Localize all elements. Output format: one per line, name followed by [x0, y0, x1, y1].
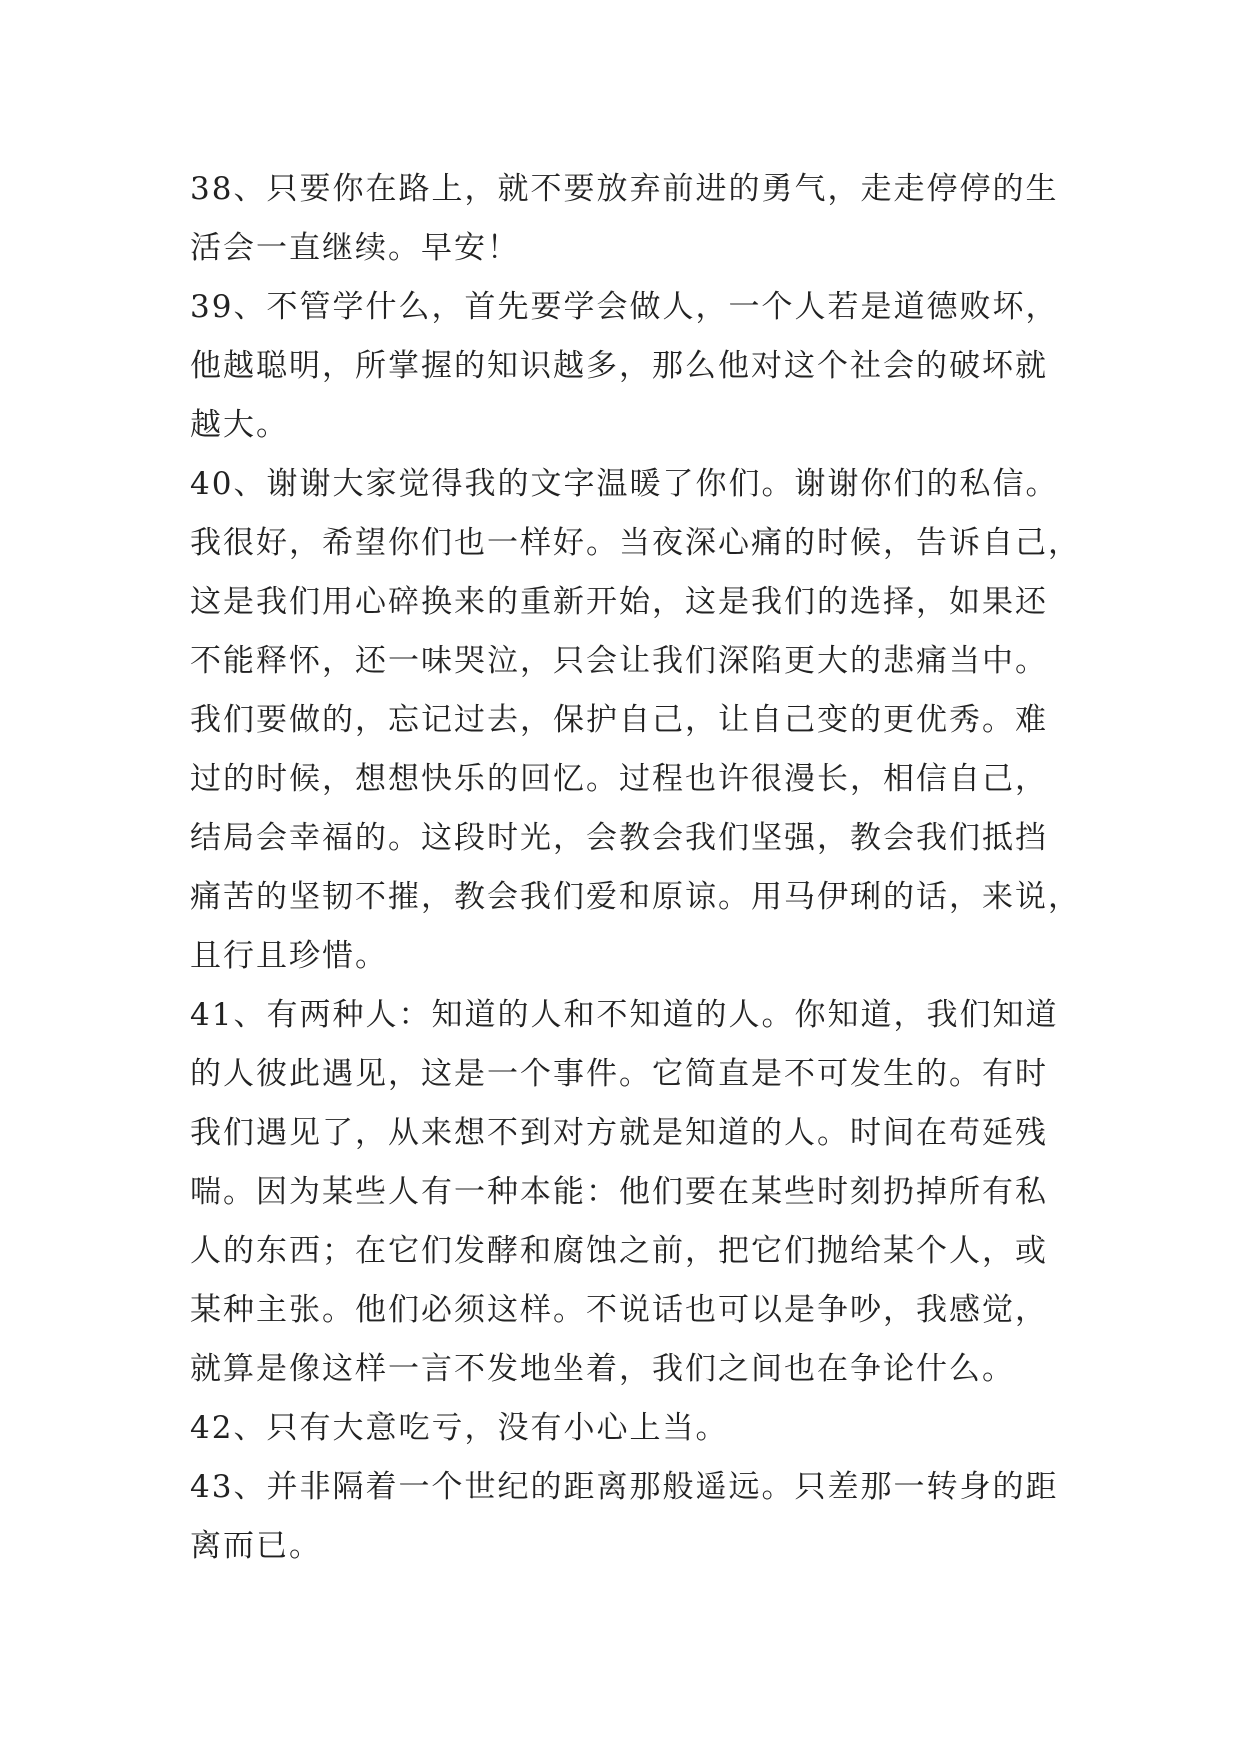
text-line: 40、谢谢大家觉得我的文字温暖了你们。谢谢你们的私信。: [190, 466, 1059, 502]
text-line: 38、只要你在路上，就不要放弃前进的勇气，走走停停的生: [190, 171, 1059, 207]
text-line: 我很好，希望你们也一样好。当夜深心痛的时候，告诉自己，: [190, 525, 1081, 561]
text-line: 喘。因为某些人有一种本能：他们要在某些时刻扔掉所有私: [190, 1174, 1048, 1210]
text-line: 过的时候，想想快乐的回忆。过程也许很漫长，相信自己，: [190, 761, 1048, 797]
text-line: 43、并非隔着一个世纪的距离那般遥远。只差那一转身的距: [190, 1469, 1059, 1505]
text-line: 不能释怀，还一味哭泣，只会让我们深陷更大的悲痛当中。: [190, 643, 1048, 679]
text-line: 且行且珍惜。: [190, 938, 388, 974]
text-line: 我们要做的，忘记过去，保护自己，让自己变的更优秀。难: [190, 702, 1048, 738]
text-line: 结局会幸福的。这段时光，会教会我们坚强，教会我们抵挡: [190, 820, 1048, 856]
text-line: 41、有两种人：知道的人和不知道的人。你知道，我们知道: [190, 997, 1059, 1033]
text-line: 痛苦的坚韧不摧，教会我们爱和原谅。用马伊琍的话，来说，: [190, 879, 1081, 915]
text-line: 42、只有大意吃亏，没有小心上当。: [190, 1410, 729, 1446]
text-line: 我们遇见了，从来想不到对方就是知道的人。时间在苟延残: [190, 1115, 1048, 1151]
text-line: 某种主张。他们必须这样。不说话也可以是争吵，我感觉，: [190, 1292, 1048, 1328]
text-line: 他越聪明，所掌握的知识越多，那么他对这个社会的破坏就: [190, 348, 1048, 384]
text-line: 39、不管学什么，首先要学会做人，一个人若是道德败坏，: [190, 289, 1059, 325]
text-line: 人的东西；在它们发酵和腐蚀之前，把它们抛给某个人，或: [190, 1233, 1048, 1269]
text-line: 离而已。: [190, 1528, 322, 1564]
text-line: 活会一直继续。早安！: [190, 230, 520, 266]
document-body: [190, 160, 1081, 1576]
text-line: 越大。: [190, 407, 289, 443]
text-line: 的人彼此遇见，这是一个事件。它简直是不可发生的。有时: [190, 1056, 1048, 1092]
text-line: 这是我们用心碎换来的重新开始，这是我们的选择，如果还: [190, 584, 1048, 620]
text-line: 就算是像这样一言不发地坐着，我们之间也在争论什么。: [190, 1351, 1015, 1387]
